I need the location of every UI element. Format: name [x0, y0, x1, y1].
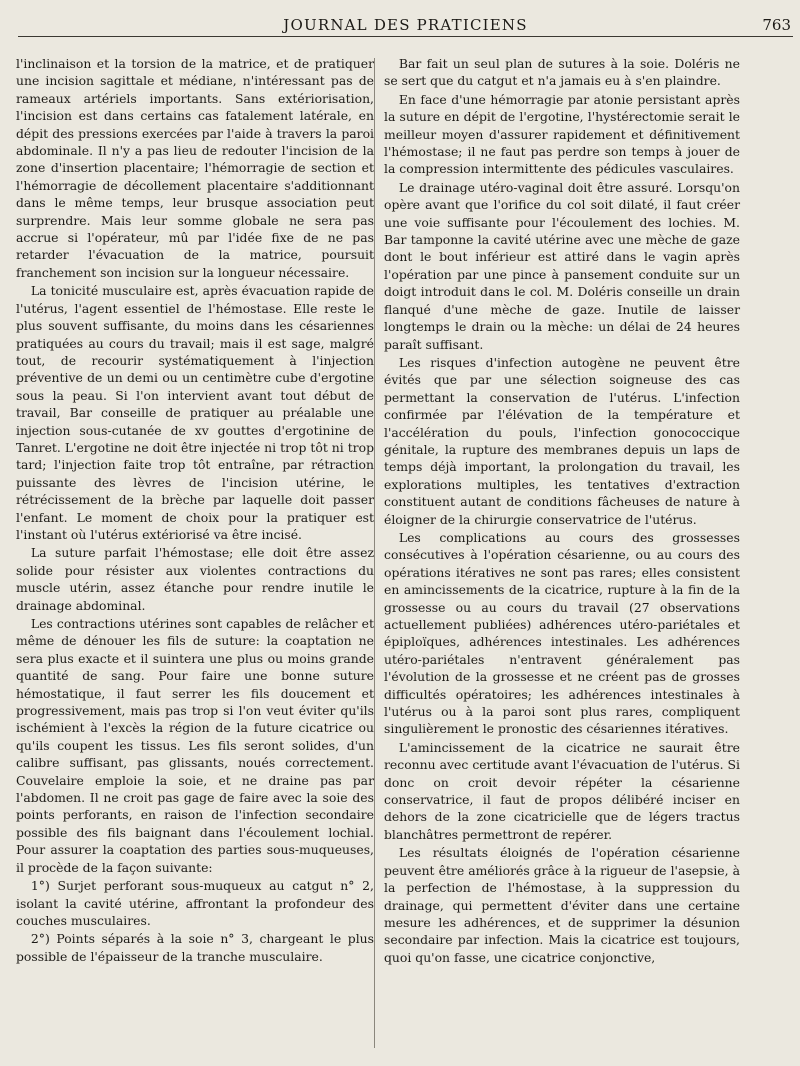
paragraph: L'amincissement de la cicatrice ne saurait être reconnu avec certitude avant l'évacuation de l'utérus. Si donc on croit devoir répéter la césarienne conservatrice, il faut de propos délibéré inciser en dehors de la zone cicatricielle que de légers tractus blanchâtres permettront de repérer.	[384, 739, 740, 842]
running-header	[18, 14, 793, 37]
paragraph: Bar fait un seul plan de sutures à la soie. Doléris ne se sert que du catgut et n'a jamais eu à s'en plaindre.	[384, 56, 740, 89]
paragraph: La suture parfait l'hémostase; elle doit être assez solide pour résister aux violentes contractions du muscle utérin, assez étanche pour rendre inutile le drainage abdominal.	[16, 545, 374, 613]
paragraph: Les complications au cours des grossesses consécutives à l'opération césarienne, ou au cours des opérations itératives ne sont pas rares; elles consistent en amincissements de la cicatrice, rupture à la fin de la grossesse ou au cours du travail (27 observations actuellement publiées) adhérences utéro-pariétales et épiploïques, adhérences intestinales. Les adhérences utéro-pariétales n'entravent généralement pas l'évolution de la grossesse et ne créent pas de grosses difficultés opératoires; les adhérences intestinales à l'utérus ou à la paroi sont plus rares, compliquent singulièrement le pronostic des césariennes itératives.	[384, 529, 740, 737]
right-column	[384, 55, 740, 967]
paragraph: l'inclinaison et la torsion de la matrice, et de pratiquer une incision sagittale et médiane, n'intéressant pas de rameaux artériels importants. Sans extériorisation, l'incision est dans certains cas fatalement latérale, en dépit des pressions exercées par l'aide à travers la paroi abdominale. Il n'y a pas lieu de redouter l'incision de la zone d'insertion placentaire; l'hémorragie de section et l'hémorragie de décollement placentaire s'additionnant dans le même temps, leur brusque association peut surprendre. Mais leur somme globale ne sera pas accrue si l'opérateur, mû par l'idée fixe de ne pas retarder l'évacuation de la matrice, poursuit franchement son incision sur la longueur nécessaire.	[16, 56, 374, 280]
list-item: 2°) Points séparés à la soie n° 3, chargeant le plus possible de l'épaisseur de la tranche musculaire.	[16, 931, 374, 964]
paragraph: Le drainage utéro-vaginal doit être assuré. Lorsqu'on opère avant que l'orifice du col soit dilaté, il faut créer une voie suffisante pour l'écoulement des lochies. M. Bar tamponne la cavité utérine avec une mèche de gaze dont le bout inférieur est attiré dans le vagin après l'opération par une pince à pansement conduite sur un doigt introduit dans le col. M. Doléris conseille un drain flanqué d'une mèche de gaze. Inutile de laisser longtemps le drain ou la mèche: un délai de 24 heures paraît suffisant.	[384, 179, 740, 352]
paragraph: Les résultats éloignés de l'opération césarienne peuvent être améliorés grâce à la rigueur de l'asepsie, à la perfection de l'hémostase, à la suppression du drainage, qui permettent d'éviter dans une certaine mesure les adhérences, et de supprimer la désunion secondaire par infection. Mais la cicatrice est toujours, quoi qu'on fasse, une cicatrice conjonctive,	[384, 845, 740, 965]
paragraph: Les risques d'infection autogène ne peuvent être évités que par une sélection soigneuse des cas permettant la conservation de l'utérus. L'infection confirmée par l'élévation de la température et l'accélération du pouls, l'infection gonococcique génitale, la rupture des membranes depuis un laps de temps déjà important, la prolongation du travail, les explorations multiples, les tentatives d'extraction constituent autant de conditions fâcheuses de nature à éloigner de la chirurgie conservatrice de l'utérus.	[384, 354, 740, 527]
paragraph: En face d'une hémorragie par atonie persistant après la suture en dépit de l'ergotine, l'hystérectomie serait le meilleur moyen d'assurer rapidement et définitivement l'hémostase; il ne faut pas perdre son temps à jouer de la compression intermittente des pédicules vasculaires.	[384, 91, 740, 177]
list-item: 1°) Surjet perforant sous-muqueux au catgut n° 2, isolant la cavité utérine, affrontant la profondeur des couches musculaires.	[16, 878, 374, 928]
page-number: 763	[762, 16, 791, 34]
column-divider	[374, 58, 375, 1048]
paragraph: Les contractions utérines sont capables de relâcher et même de dénouer les fils de suture: la coaptation ne sera plus exacte et il suintera une plus ou moins grande quantité de sang. Pour faire une bonne suture hémostatique, il faut serrer les fils doucement et progressivement, mais pas trop si l'on veut éviter qu'ils ischémient à l'excès la région de la future cicatrice ou qu'ils coupent les tissus. Les fils seront solides, d'un calibre suffisant, pas glissants, noués correctement. Couvelaire emploie la soie, et ne draine pas par l'abdomen. Il ne croit pas gage de faire avec la soie des points perforants, en raison de l'infection secondaire possible des fils baignant dans l'écoulement lochial. Pour assurer la coaptation des parties sous-muqueuses, il procède de la façon suivante:	[16, 616, 374, 875]
journal-title: JOURNAL DES PRATICIENS	[283, 16, 528, 34]
left-column	[16, 55, 374, 966]
paragraph: La tonicité musculaire est, après évacuation rapide de l'utérus, l'agent essentiel de l'hémostase. Elle reste le plus souvent suffisante, du moins dans les césariennes pratiquées au cours du travail; mais il est sage, malgré tout, de recourir systématiquement à l'injection préventive de un demi ou un centimètre cube d'ergotine sous la peau. Si l'on intervient avant tout début de travail, Bar conseille de pratiquer au préalable une injection sous-cutanée de xv gouttes d'ergotinine de Tanret. L'ergotine ne doit être injectée ni trop tôt ni trop tard; l'injection faite trop tôt entraîne, par rétraction puissante des lèvres de l'incision utérine, le rétrécissement de la brèche par laquelle doit passer l'enfant. Le moment de choix pour la pratiquer est l'instant où l'utérus extériorisé va être incisé.	[16, 283, 374, 542]
